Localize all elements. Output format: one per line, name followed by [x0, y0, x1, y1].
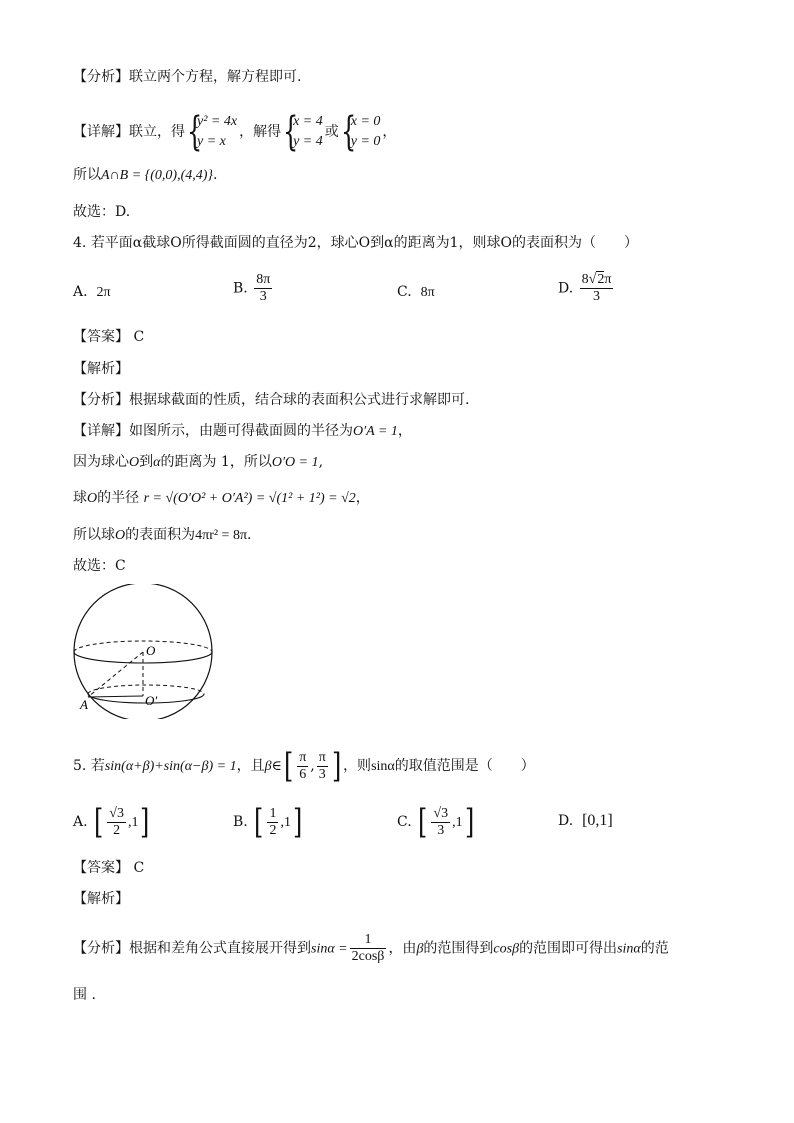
detail-text: 所以球 — [73, 527, 115, 543]
math-symbol: O — [115, 528, 126, 543]
q4-stem-text: 若平面α截球O所得截面圆的直径为2，球心O到α的距离为1，则球O的表面积为（ ） — [90, 235, 638, 251]
q4-number: 4. — [73, 235, 87, 251]
detail-text: 到 — [139, 454, 154, 470]
segment-a-o-prime — [88, 696, 143, 697]
detail-text: 的半径 — [97, 490, 140, 506]
stem-text: 若 — [90, 758, 105, 774]
q4-detail-3 — [73, 488, 370, 509]
stem-text: 的取值范围是（ ） — [394, 758, 535, 774]
detail-text: 的距离为 1，所以 — [160, 454, 272, 470]
radius-formula: r = √(O′O² + O′A²) = √(1² + 1²) = √2 — [143, 491, 356, 506]
detail-punct: . — [247, 527, 252, 543]
detail-line — [73, 109, 397, 155]
analysis-math: sinα — [617, 941, 641, 957]
solve-word: ，解得 — [239, 124, 282, 140]
detail-heading: 【详解】 — [73, 124, 129, 140]
option-d-label: D. — [558, 813, 574, 829]
solution-2: { x = 0 y = 0 — [340, 109, 381, 155]
label-o: O — [146, 643, 156, 658]
analysis-math: sinα = — [311, 941, 348, 957]
q5-option-b[interactable]: B. [ $\frac{1}{2}$ ,1] — [233, 802, 303, 842]
solution-2-x: x = 0 — [350, 114, 381, 129]
q5-stem: 5. 若sin(α+β)+sin(α−β) = 1，且β∈[ $\frac{\pi}{6}$ , $\frac{\pi}{3}$ ] ，则sinα的取值范围是（ ） — [73, 746, 535, 786]
label-a: A — [80, 697, 88, 712]
q4-choice: 故选：C — [73, 558, 126, 574]
detail-text: 球 — [73, 490, 87, 506]
q5-jiexi: 【解析】 — [73, 891, 129, 907]
choice-line: 故选：D. — [73, 204, 131, 220]
q4-detail-2 — [73, 452, 323, 473]
q5-analysis-wrap: 围 . — [73, 987, 96, 1003]
option-b-fraction — [254, 272, 272, 305]
analysis-text: 根据和差角公式直接展开得到 — [129, 940, 311, 957]
equation-2: y = x — [197, 134, 226, 149]
fraction-denominator: 3 — [259, 289, 267, 304]
fraction-numerator: 8√2π — [581, 272, 612, 287]
q4-answer — [73, 327, 144, 347]
result-math: A∩B = {(0,0),(4,4)} — [101, 168, 214, 183]
detail-math: 4πr² = 8π — [195, 528, 248, 543]
segment-oa — [88, 652, 143, 697]
detail-math: O′A = 1 — [353, 424, 398, 439]
q5-option-d[interactable] — [558, 811, 613, 831]
option-c-label: C. — [397, 284, 412, 300]
option-a-value: 2π — [96, 285, 111, 300]
option-d-fraction — [580, 272, 614, 305]
equator-back — [74, 641, 212, 652]
option-a-label: A. — [73, 814, 88, 830]
q4-detail-4 — [73, 525, 251, 546]
q4-option-a[interactable] — [73, 282, 111, 303]
stem-math: β∈ — [264, 759, 282, 774]
detail-text: 因为球心 — [73, 454, 129, 470]
detail-punct: ， — [355, 490, 370, 506]
detail-text: 如图所示，由题可得截面圆的半径为 — [129, 423, 353, 439]
interval-end: $\frac{\pi}{3}$ — [318, 749, 326, 782]
q5-option-a[interactable]: A. [ $\frac{√3}{2}$ ,1] — [73, 802, 150, 842]
math-symbol: O — [129, 455, 140, 470]
q5-option-c[interactable]: C. [ $\frac{√3}{3}$ ,1] — [397, 802, 474, 842]
q5-number: 5. — [73, 758, 87, 774]
option-a-label: A. — [73, 284, 88, 300]
option-c-fraction: $\frac{√3}{3}$ — [433, 805, 449, 838]
detail-heading: 【详解】 — [73, 423, 129, 439]
equation-1: y² = 4x — [197, 114, 238, 129]
q4-analysis — [73, 390, 469, 410]
detail-prefix: 联立，得 — [129, 124, 185, 140]
answer-heading: 【答案】 — [73, 329, 129, 345]
stem-text: ，则 — [343, 758, 372, 774]
analysis-text: 根据球截面的性质，结合球的表面积公式进行求解即可. — [129, 392, 470, 408]
analysis-text: 的范围即可得出 — [519, 940, 618, 957]
solution-1: { x = 4 y = 4 — [283, 109, 323, 155]
option-d-value: [0,1] — [582, 812, 613, 829]
result-prefix: 所以 — [73, 167, 101, 183]
tail-comma: ， — [382, 124, 397, 140]
solution-1-x: x = 4 — [293, 114, 323, 129]
detail-punct: ， — [397, 423, 412, 439]
analysis-fraction: $\frac{1}{2\cos\beta}$ — [351, 932, 385, 964]
detail-math: O′O = 1 — [271, 455, 319, 470]
result-line — [73, 165, 217, 186]
option-c-value: 8π — [420, 285, 435, 300]
option-b-fraction: $\frac{1}{2}$ — [269, 805, 277, 838]
option-a-fraction: $\frac{√3}{2}$ — [109, 805, 124, 838]
result-dot: . — [213, 167, 218, 183]
analysis-text: 联立两个方程，解方程即可. — [129, 69, 302, 85]
option-c-label: C. — [397, 814, 412, 830]
solution-1-y: y = 4 — [293, 134, 323, 149]
math-symbol: O — [87, 491, 98, 506]
analysis-math: β — [416, 941, 424, 957]
analysis-heading: 【分析】 — [73, 392, 129, 408]
detail-punct: , — [318, 454, 324, 470]
stem-math: sin(α+β)+sin(α−β) = 1 — [104, 759, 237, 774]
option-b-label: B. — [233, 280, 248, 297]
or-word: 或 — [324, 124, 339, 140]
fraction-numerator: 8π — [256, 272, 271, 287]
equation-system: { y² = 4x y = x — [187, 109, 238, 155]
math-symbol: α — [153, 455, 161, 470]
q4-option-b[interactable] — [233, 272, 274, 305]
sphere-figure — [66, 584, 221, 719]
stem-text: ，且 — [236, 758, 265, 774]
q4-detail-1 — [73, 421, 412, 442]
answer-value: C — [133, 860, 145, 876]
label-o-prime: O′ — [145, 693, 158, 708]
analysis-text: 的范围得到 — [423, 940, 494, 957]
q4-option-c[interactable] — [397, 282, 435, 303]
q5-answer — [73, 858, 144, 878]
stem-math: sinα — [371, 759, 395, 774]
answer-value: C — [133, 329, 145, 345]
q4-option-d[interactable] — [558, 272, 615, 305]
q5-analysis — [73, 932, 669, 965]
detail-text: 的表面积为 — [125, 527, 196, 543]
analysis-text: ，由 — [388, 940, 417, 957]
option-d-label: D. — [558, 280, 574, 297]
q4-stem — [73, 233, 638, 253]
analysis-math: cosβ — [493, 941, 520, 957]
analysis-line — [73, 67, 301, 87]
answer-heading: 【答案】 — [73, 860, 129, 876]
analysis-heading: 【分析】 — [73, 940, 129, 957]
analysis-heading: 【分析】 — [73, 69, 129, 85]
option-b-label: B. — [233, 814, 248, 830]
analysis-text: 的范 — [640, 940, 669, 957]
interval-start: $\frac{\pi}{6}$ — [299, 749, 307, 782]
solution-2-y: y = 0 — [350, 134, 381, 149]
fraction-denominator: 3 — [593, 289, 601, 304]
q4-jiexi: 【解析】 — [73, 361, 129, 377]
